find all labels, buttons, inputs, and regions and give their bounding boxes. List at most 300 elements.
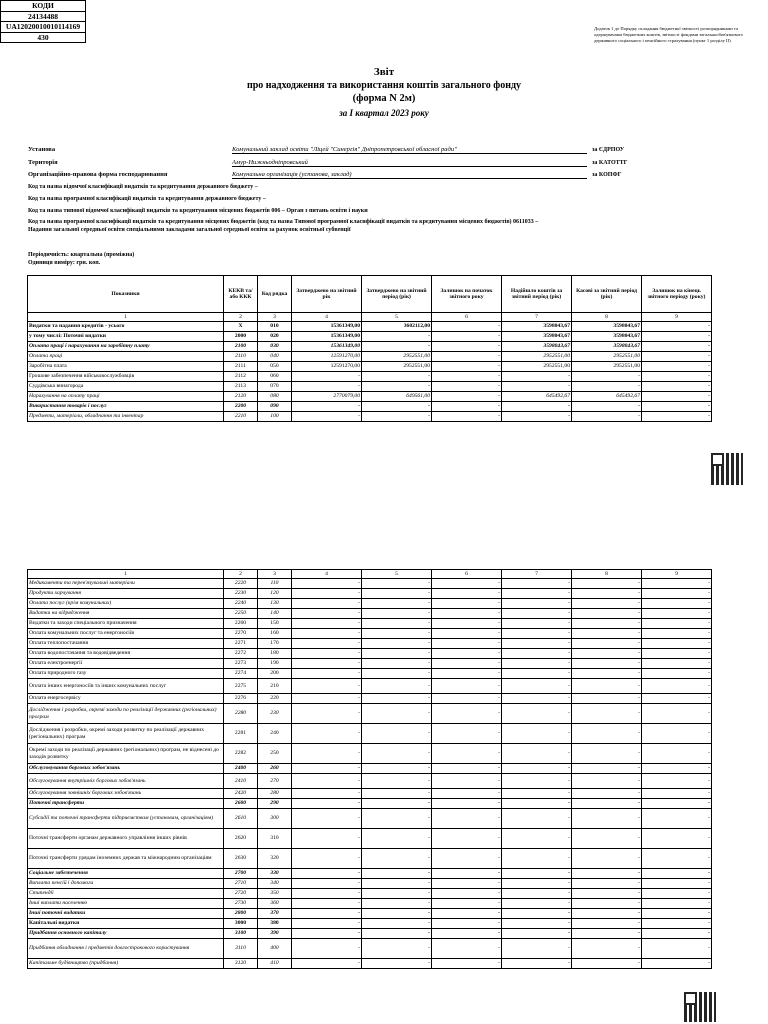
table-cell: - [432, 342, 502, 352]
table-cell: - [502, 809, 572, 829]
table-row [28, 889, 712, 899]
table-cell: - [292, 599, 362, 609]
table-cell: 9 [642, 570, 712, 579]
table-cell: - [362, 579, 432, 589]
table-cell: Обслуговування зовнішніх боргових зобов'язань [28, 789, 224, 799]
table-cell: 090 [258, 402, 292, 412]
table-cell: - [572, 579, 642, 589]
table-cell: - [362, 629, 432, 639]
column-header: Залишок на кінець звітного періоду (року) [642, 276, 712, 313]
table-cell: - [432, 899, 502, 909]
table-cell: - [432, 764, 502, 774]
table-cell: - [292, 909, 362, 919]
table-cell: - [432, 704, 502, 724]
table-cell: - [572, 939, 642, 959]
table-cell: 2952551,00 [362, 352, 432, 362]
table-row [28, 879, 712, 889]
table-cell: 2274 [224, 669, 258, 679]
table-cell: - [362, 939, 432, 959]
report-table-page2 [27, 569, 712, 969]
table-cell: - [292, 929, 362, 939]
table-cell: 2952551,00 [572, 352, 642, 362]
table-cell: - [642, 362, 712, 372]
table-cell: - [432, 639, 502, 649]
table-cell: - [362, 679, 432, 694]
table-cell: - [642, 392, 712, 402]
table-cell: - [432, 412, 502, 422]
table-cell: 4 [292, 313, 362, 322]
table-cell: - [292, 959, 362, 969]
table-cell: - [642, 639, 712, 649]
table-cell: - [642, 929, 712, 939]
table-cell: Оплата електроенергії [28, 659, 224, 669]
table-cell: 2210 [224, 412, 258, 422]
table-cell: - [362, 372, 432, 382]
table-cell: Інші виплати населенню [28, 899, 224, 909]
table-cell: - [642, 704, 712, 724]
table-cell: - [432, 322, 502, 332]
class-line: Код та назва програмної класифікації видатків та кредитування державного бюджету – [28, 196, 266, 202]
table-cell: - [362, 599, 432, 609]
table-cell: 2 [224, 313, 258, 322]
table-cell: - [432, 352, 502, 362]
table-cell: - [642, 629, 712, 639]
table-cell: - [432, 332, 502, 342]
table-cell: - [292, 774, 362, 789]
table-row [28, 704, 712, 724]
table-cell: - [362, 879, 432, 889]
table-cell: 1 [28, 570, 224, 579]
code-edrpou: 24134488 [1, 11, 86, 22]
table-cell: 400 [258, 939, 292, 959]
table-cell: Нарахування на оплату праці [28, 392, 224, 402]
table-cell: - [362, 402, 432, 412]
table-cell: 2220 [224, 579, 258, 589]
table-row [28, 619, 712, 629]
table-cell: Оплата послуг (крім комунальних) [28, 599, 224, 609]
table-cell: - [432, 809, 502, 829]
table-cell: - [502, 959, 572, 969]
table-cell: Оплата інших енергоносіїв та інших комунальних послуг [28, 679, 224, 694]
table-cell: 2610 [224, 809, 258, 829]
table-cell: - [432, 579, 502, 589]
table-cell: Капітальні видатки [28, 919, 224, 929]
table-cell: - [362, 659, 432, 669]
table-cell: - [502, 402, 572, 412]
table-cell: 3120 [224, 959, 258, 969]
requisite-label: Організаційно-правова форма господарювання [28, 171, 168, 178]
table-cell: 3598043,67 [502, 322, 572, 332]
table-cell: - [362, 919, 432, 929]
table-row [28, 659, 712, 669]
column-header: Затверджено на звітний період (рік) [362, 276, 432, 313]
table-cell: - [642, 829, 712, 849]
table-cell: - [642, 609, 712, 619]
table-cell: - [572, 679, 642, 694]
table-cell: - [642, 799, 712, 809]
table-cell: - [572, 669, 642, 679]
table-cell: - [292, 744, 362, 764]
table-cell: 190 [258, 659, 292, 669]
table-cell: Заробітна плата [28, 362, 224, 372]
table-cell: 5 [362, 313, 432, 322]
table-cell: 3598043,67 [502, 332, 572, 342]
table-cell: Інші поточні видатки [28, 909, 224, 919]
table-cell: - [292, 649, 362, 659]
table-cell: 8 [572, 570, 642, 579]
table-row [28, 789, 712, 799]
table-cell: 2230 [224, 589, 258, 599]
column-number-row [28, 570, 712, 579]
table-cell: - [502, 724, 572, 744]
table-row [28, 764, 712, 774]
table-cell: - [572, 789, 642, 799]
table-cell: Медикаменти та перев'язувальні матеріали [28, 579, 224, 589]
table-cell: - [642, 619, 712, 629]
table-row [28, 382, 712, 392]
table-cell: - [362, 829, 432, 849]
table-row [28, 899, 712, 909]
table-cell: - [432, 959, 502, 969]
table-cell: 3598043,67 [502, 342, 572, 352]
table-cell: - [432, 849, 502, 869]
table-cell: 110 [258, 579, 292, 589]
table-cell: - [292, 919, 362, 929]
table-cell: - [292, 889, 362, 899]
table-cell: 060 [258, 372, 292, 382]
table-cell: 2700 [224, 869, 258, 879]
table-cell: 9 [642, 313, 712, 322]
table-cell: - [432, 799, 502, 809]
table-cell: - [432, 909, 502, 919]
codes-table [0, 0, 86, 43]
table-cell: - [502, 849, 572, 869]
table-cell: Соціальне забезпечення [28, 869, 224, 879]
table-cell: - [432, 939, 502, 959]
table-cell: - [292, 939, 362, 959]
report-title: Звіт [373, 66, 395, 78]
requisite-value: Комунальна організація (установа, заклад) [232, 171, 587, 179]
table-cell: - [432, 724, 502, 744]
table-cell: - [642, 909, 712, 919]
column-header: Показники [28, 276, 224, 313]
table-cell: - [362, 869, 432, 879]
table-cell: 230 [258, 704, 292, 724]
table-row [28, 579, 712, 589]
table-cell: 2630 [224, 849, 258, 869]
table-cell: - [642, 919, 712, 929]
table-cell: - [502, 704, 572, 724]
table-cell: - [362, 889, 432, 899]
table-cell: 210 [258, 679, 292, 694]
table-cell: - [502, 939, 572, 959]
table-cell: 3598043,67 [572, 322, 642, 332]
table-cell: Видатки та надання кредитів - усього [28, 322, 224, 332]
table-cell: Обслуговування внутрішніх боргових зобов'язань [28, 774, 224, 789]
periodicity: Періодичність: квартальна (проміжна) [28, 252, 135, 258]
table-cell: - [502, 679, 572, 694]
table-row [28, 869, 712, 879]
table-cell: - [362, 649, 432, 659]
table-cell: 2112 [224, 372, 258, 382]
table-cell: 2620 [224, 829, 258, 849]
table-cell: - [362, 609, 432, 619]
table-cell: 2200 [224, 402, 258, 412]
table-cell: - [292, 629, 362, 639]
class-line: Код та назва відомчої класифікації видатків та кредитування державного бюджету – [28, 184, 258, 190]
table-cell: 220 [258, 694, 292, 704]
table-cell: - [642, 744, 712, 764]
table-cell: 3602112,00 [362, 322, 432, 332]
table-cell: - [642, 849, 712, 869]
table-cell: 360 [258, 899, 292, 909]
table-cell: - [572, 704, 642, 724]
table-cell: - [432, 919, 502, 929]
table-cell: - [572, 879, 642, 889]
report-subtitle: про надходження та використання коштів загального фонду [246, 80, 522, 91]
table-cell: - [502, 619, 572, 629]
table-cell: 2111 [224, 362, 258, 372]
table-cell: Капітальне будівництво (придбання) [28, 959, 224, 969]
table-cell: - [362, 799, 432, 809]
table-cell: 3110 [224, 939, 258, 959]
table-cell: 3100 [224, 929, 258, 939]
table-cell: - [642, 899, 712, 909]
table-cell: 15361349,00 [292, 332, 362, 342]
table-cell: 2272 [224, 649, 258, 659]
table-cell: 310 [258, 829, 292, 849]
table-cell: 2710 [224, 879, 258, 889]
table-cell: - [292, 869, 362, 879]
table-row [28, 694, 712, 704]
table-cell: - [292, 764, 362, 774]
table-cell: - [572, 774, 642, 789]
table-cell: - [432, 679, 502, 694]
table-cell: - [432, 589, 502, 599]
table-cell: - [502, 789, 572, 799]
table-cell: - [642, 724, 712, 744]
table-cell: - [642, 669, 712, 679]
table-cell: - [362, 724, 432, 744]
table-cell: - [572, 649, 642, 659]
column-header: Касові за звітний період (рік) [572, 276, 642, 313]
table-cell: 320 [258, 849, 292, 869]
table-cell: - [432, 744, 502, 764]
table-cell: 2275 [224, 679, 258, 694]
table-cell: - [362, 774, 432, 789]
table-cell: Поточні трансферти [28, 799, 224, 809]
table-cell: - [642, 589, 712, 599]
table-cell: - [502, 764, 572, 774]
table-cell: - [642, 679, 712, 694]
table-cell: 12591270,00 [292, 352, 362, 362]
table-cell: - [292, 799, 362, 809]
table-cell: - [642, 412, 712, 422]
table-cell: - [572, 412, 642, 422]
table-cell: 645492,67 [572, 392, 642, 402]
table-cell: 180 [258, 649, 292, 659]
requisite-code-type: за ЄДРПОУ [592, 147, 625, 153]
table-row [28, 372, 712, 382]
table-cell: - [502, 879, 572, 889]
table-cell: 2720 [224, 889, 258, 899]
table-cell: 3 [258, 313, 292, 322]
column-header: Затверджено на звітний рік [292, 276, 362, 313]
table-row [28, 669, 712, 679]
table-cell: - [432, 629, 502, 639]
column-header: Надійшло коштів за звітний період (рік) [502, 276, 572, 313]
table-cell: - [432, 869, 502, 879]
table-cell: - [572, 919, 642, 929]
table-cell: - [642, 579, 712, 589]
table-cell: - [642, 649, 712, 659]
table-cell: - [502, 919, 572, 929]
table-cell: - [292, 694, 362, 704]
table-cell: 2240 [224, 599, 258, 609]
table-cell: 380 [258, 919, 292, 929]
table-cell: 2281 [224, 724, 258, 744]
requisite-value: Амур-Нижньодніпровський [232, 159, 587, 167]
table-cell: - [572, 799, 642, 809]
table-cell: 390 [258, 929, 292, 939]
table-cell: - [432, 382, 502, 392]
table-cell: - [572, 372, 642, 382]
table-cell: - [432, 774, 502, 789]
table-cell: - [292, 809, 362, 829]
requisite-label: Установа [28, 146, 56, 153]
table-row [28, 332, 712, 342]
table-cell: Дослідження і розробки, окремі заходи по реалізації державних (регіональних) програм [28, 704, 224, 724]
table-cell: - [572, 744, 642, 764]
table-cell: - [432, 619, 502, 629]
table-cell: - [292, 412, 362, 422]
table-cell: Видатки на відрядження [28, 609, 224, 619]
table-cell: - [362, 744, 432, 764]
table-cell: - [362, 849, 432, 869]
table-cell: 6 [432, 570, 502, 579]
table-cell: - [292, 382, 362, 392]
table-cell: 7 [502, 313, 572, 322]
table-cell: 2250 [224, 609, 258, 619]
table-cell: - [502, 579, 572, 589]
qr-code-icon [711, 453, 743, 485]
report-table-page1 [27, 275, 712, 422]
table-cell: - [432, 694, 502, 704]
table-cell: - [502, 909, 572, 919]
table-cell: - [362, 789, 432, 799]
table-cell: - [292, 899, 362, 909]
table-cell: - [292, 789, 362, 799]
table-cell: 160 [258, 629, 292, 639]
table-cell: Придбання обладнання і предметів довгострокового користування [28, 939, 224, 959]
table-cell: - [292, 724, 362, 744]
table-cell: Оплата праці і нарахування на заробітну плату [28, 342, 224, 352]
table-cell: 2270 [224, 629, 258, 639]
table-cell: Окремі заходи по реалізації державних (регіональних) програм, не віднесені до заходів розвитку [28, 744, 224, 764]
table-row [28, 809, 712, 829]
requisite-code-type: за КАТОТТГ [592, 160, 628, 166]
table-cell: - [362, 342, 432, 352]
table-cell: - [642, 382, 712, 392]
table-cell: - [432, 362, 502, 372]
table-row [28, 342, 712, 352]
table-cell: 250 [258, 744, 292, 764]
table-cell: - [432, 659, 502, 669]
table-row [28, 939, 712, 959]
unit-of-measure: Одиниця виміру: грн. коп. [28, 260, 101, 266]
table-cell: 2800 [224, 909, 258, 919]
table-row [28, 959, 712, 969]
table-cell: - [572, 382, 642, 392]
table-cell: - [572, 764, 642, 774]
table-cell: - [502, 899, 572, 909]
table-header-row [28, 276, 712, 313]
table-cell: - [362, 809, 432, 829]
table-row [28, 599, 712, 609]
requisite-code-type: за КОПФГ [592, 172, 622, 178]
table-cell: 2282 [224, 744, 258, 764]
table-cell: - [642, 879, 712, 889]
table-cell: - [502, 829, 572, 849]
table-cell: 2000 [224, 332, 258, 342]
class-line: Код та назва програмної класифікації видатків та кредитування місцевих бюджетів (код та назва Типової програмної класифікації видатків та кредитування місцевих бюджетів) 0611033 – Надання загальної середньої освіти спеціальними закладами загальної середньої освіти за рахунок освітньої субвенції [28, 219, 539, 233]
table-cell: - [292, 609, 362, 619]
table-cell: 080 [258, 392, 292, 402]
table-cell: 3 [258, 570, 292, 579]
table-cell: - [292, 849, 362, 869]
table-cell: - [292, 589, 362, 599]
table-cell: 2260 [224, 619, 258, 629]
table-cell: Оплата праці [28, 352, 224, 362]
table-cell: 2280 [224, 704, 258, 724]
table-cell: - [642, 332, 712, 342]
table-cell: - [642, 869, 712, 879]
table-cell: 290 [258, 799, 292, 809]
table-cell: - [432, 609, 502, 619]
table-cell: - [362, 639, 432, 649]
table-row [28, 589, 712, 599]
table-cell: - [642, 764, 712, 774]
table-cell: 270 [258, 774, 292, 789]
table-cell: 2952551,00 [362, 362, 432, 372]
table-cell: - [292, 879, 362, 889]
table-cell: - [572, 809, 642, 829]
table-cell: - [432, 392, 502, 402]
table-cell: Видатки та заходи спеціального призначення [28, 619, 224, 629]
codes-header: КОДИ [1, 1, 86, 12]
table-cell: - [502, 929, 572, 939]
report-period: за I квартал 2023 року [339, 108, 429, 118]
table-cell: 170 [258, 639, 292, 649]
table-row [28, 362, 712, 372]
table-cell: 8 [572, 313, 642, 322]
table-cell: - [572, 659, 642, 669]
table-cell: - [642, 352, 712, 362]
table-cell: - [362, 332, 432, 342]
table-cell: 2 [224, 570, 258, 579]
table-cell: - [432, 929, 502, 939]
table-cell: - [292, 669, 362, 679]
table-cell: 2273 [224, 659, 258, 669]
table-row [28, 322, 712, 332]
table-cell: Оплата водопостачання та водовідведення [28, 649, 224, 659]
table-cell: - [432, 889, 502, 899]
table-cell: - [432, 649, 502, 659]
table-cell: - [642, 939, 712, 959]
table-row [28, 849, 712, 869]
table-cell: - [572, 849, 642, 869]
table-cell: 7 [502, 570, 572, 579]
